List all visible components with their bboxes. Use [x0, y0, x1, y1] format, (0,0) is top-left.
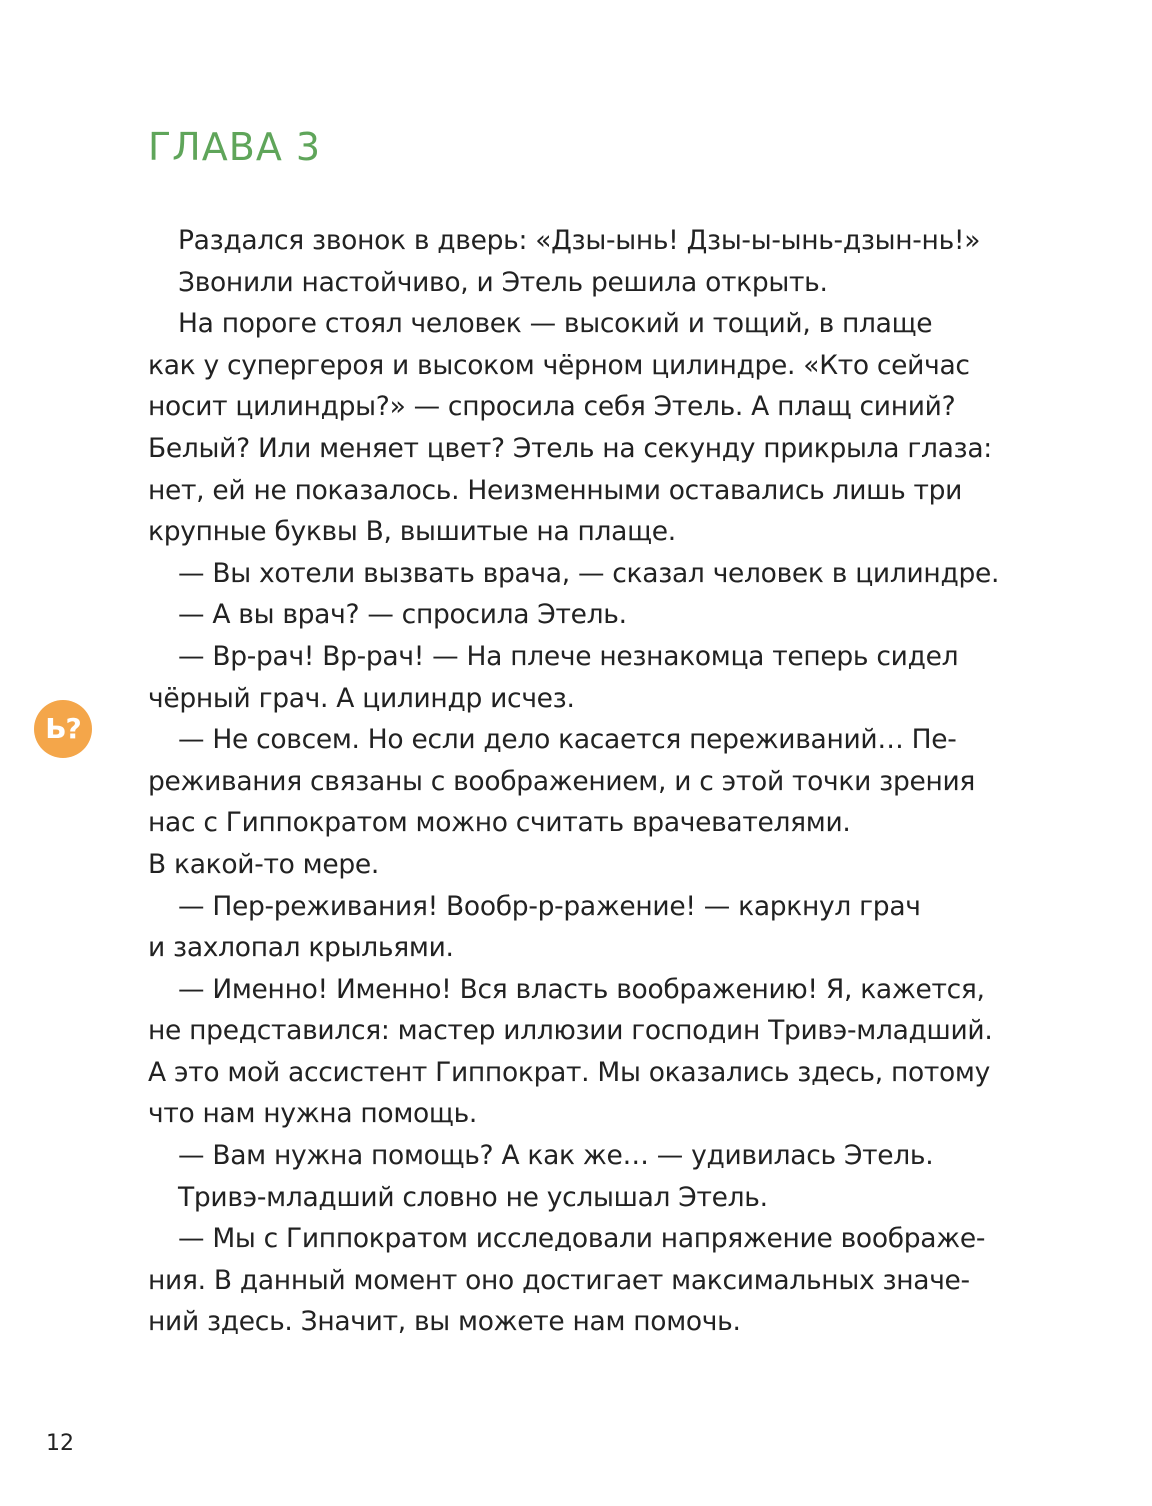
text-line: — Пер-реживания! Вообр-р-ражение! — каркнул грач	[178, 890, 921, 922]
text-line: не представился: мастер иллюзии господин Тривэ-младший.	[148, 1015, 993, 1047]
margin-badge-icon	[34, 700, 92, 758]
text-line: — А вы врач? — спросила Этель.	[178, 599, 627, 631]
text-line: нас с Гиппократом можно считать врачевателями.	[148, 807, 851, 839]
text-line: Тривэ-младший словно не услышал Этель.	[178, 1181, 768, 1213]
text-line: Звонили настойчиво, и Этель решила открыть.	[178, 266, 828, 298]
text-line: — Вы хотели вызвать врача, — сказал человек в цилиндре.	[178, 557, 1000, 589]
text-line: крупные буквы В, вышитые на плаще.	[148, 516, 676, 548]
text-line: — Не совсем. Но если дело касается переживаний… Пе-	[178, 724, 957, 756]
text-line: и захлопал крыльями.	[148, 932, 454, 964]
chapter-title: ГЛАВА 3	[148, 125, 322, 169]
text-line: чёрный грач. А цилиндр исчез.	[148, 682, 575, 714]
text-line: ний здесь. Значит, вы можете нам помочь.	[148, 1306, 741, 1338]
text-line: ния. В данный момент оно достигает максимальных значе-	[148, 1264, 970, 1296]
text-line: носит цилиндры?» — спросила себя Этель. А плащ синий?	[148, 391, 956, 423]
text-line: Белый? Или меняет цвет? Этель на секунду прикрыла глаза:	[148, 432, 992, 464]
text-line: — Вр-рач! Вр-рач! — На плече незнакомца теперь сидел	[178, 640, 959, 672]
text-line: — Вам нужна помощь? А как же… — удивилась Этель.	[178, 1140, 934, 1172]
text-line: как у супергероя и высоком чёрном цилиндре. «Кто сейчас	[148, 349, 970, 381]
text-line: что нам нужна помощь.	[148, 1098, 478, 1130]
margin-badge-label: Ь?	[45, 712, 81, 745]
text-line: — Мы с Гиппократом исследовали напряжение воображе-	[178, 1223, 986, 1255]
text-line: реживания связаны с воображением, и с этой точки зрения	[148, 765, 976, 797]
text-line: нет, ей не показалось. Неизменными оставались лишь три	[148, 474, 963, 506]
text-line: Раздался звонок в дверь: «Дзы-ынь! Дзы-ы-ынь-дзын-нь!»	[178, 225, 981, 256]
text-body	[148, 220, 1008, 1343]
text-line: А это мой ассистент Гиппократ. Мы оказались здесь, потому	[148, 1056, 991, 1088]
text-line: В какой-то мере.	[148, 848, 379, 880]
text-line: На пороге стоял человек — высокий и тощий, в плаще	[178, 308, 933, 340]
page-number: 12	[46, 1431, 74, 1456]
text-line: — Именно! Именно! Вся власть воображению! Я, кажется,	[178, 973, 985, 1005]
